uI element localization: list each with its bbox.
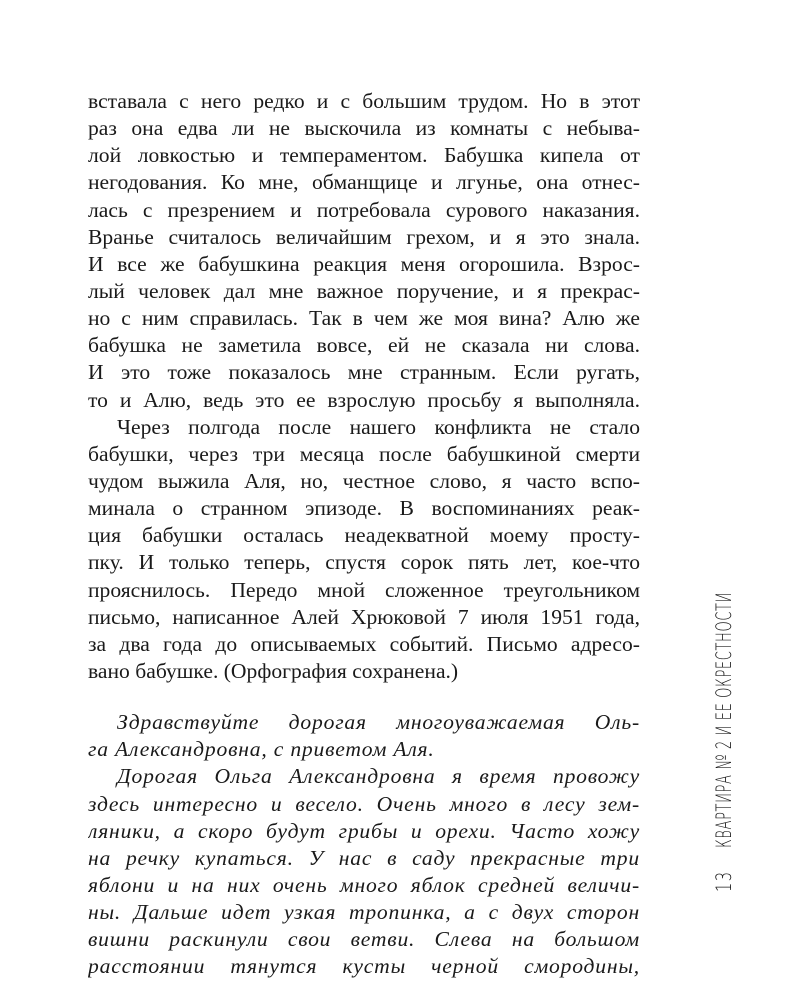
text-line: но с ним справилась. Так в чем же моя вина? Алю же <box>88 306 640 331</box>
letter-line: расстоянии тянутся кусты черной смородины, <box>88 954 640 979</box>
text-line: раз она едва ли не выскочила из комнаты с небыва- <box>88 116 640 141</box>
letter-line: га Александровна, с приветом Аля. <box>88 737 435 762</box>
letter-line: Дорогая Ольга Александровна я время провожу <box>117 764 640 789</box>
text-line: чудом выжила Аля, но, честное слово, я часто вспо- <box>88 468 640 493</box>
running-header-title: КВАРТИРА № 2 И ЕЕ ОКРЕСТНОСТИ <box>712 591 736 848</box>
letter-line: ны. Дальше идет узкая тропинка, а с двух сторон <box>88 900 640 925</box>
letter-line: ляники, а скоро будут грибы и орехи. Часто хожу <box>88 818 640 843</box>
paragraph-spacer <box>88 685 640 709</box>
running-header <box>712 435 736 892</box>
letter-line: на речку купаться. У нас в саду прекрасные три <box>88 845 640 870</box>
text-line: ция бабушки осталась неадекватной моему просту- <box>88 523 640 548</box>
page-number: 13 <box>712 870 736 892</box>
text-line: негодования. Ко мне, обманщице и лгунье, она отнес- <box>88 170 640 195</box>
letter-line: здесь интересно и весело. Очень много в лесу зем- <box>88 791 640 816</box>
text-line: прояснилось. Передо мной сложенное треугольником <box>88 577 640 602</box>
text-line: то и Алю, ведь это ее взрослую просьбу я выполняла. <box>88 387 640 412</box>
letter-line: вишни раскинули свои ветви. Слева на большом <box>88 927 640 952</box>
text-line: письмо, написанное Алей Хрюковой 7 июля 1951 года, <box>88 604 640 629</box>
paragraph-end-line: вано бабушке. (Орфография сохранена.) <box>88 658 459 683</box>
text-line: лой ловкостью и темпераментом. Бабушка кипела от <box>88 143 640 168</box>
text-line: лась с презрением и потребовала сурового наказания. <box>88 197 640 222</box>
text-line: пку. И только теперь, спустя сорок пять лет, кое-что <box>88 550 640 575</box>
text-line: вставала с него редко и с большим трудом. Но в этот <box>88 89 640 113</box>
text-line: минала о странном эпизоде. В воспоминаниях реак- <box>88 496 640 521</box>
text-line: за два года до описываемых событий. Письмо адресо- <box>88 631 640 656</box>
text-line: лый человек дал мне важное поручение, и я прекрас- <box>88 278 640 303</box>
text-line: бабушки, через три месяца после бабушкиной смерти <box>88 441 640 466</box>
text-line: бабушка не заметила вовсе, ей не сказала ни слова. <box>88 333 640 358</box>
text-line: И это тоже показалось мне странным. Если ругать, <box>88 360 640 385</box>
page-text <box>88 88 640 981</box>
letter-line: Здравствуйте дорогая многоуважаемая Оль- <box>117 710 640 735</box>
text-line: Вранье считалось величайшим грехом, и я это знала. <box>88 224 640 249</box>
paragraph-start-line: Через полгода после нашего конфликта не стало <box>117 414 640 439</box>
letter-line: яблони и на них очень много яблок средней величи- <box>88 872 640 897</box>
text-line: И все же бабушкина реакция меня огорошила. Взрос- <box>88 251 640 276</box>
